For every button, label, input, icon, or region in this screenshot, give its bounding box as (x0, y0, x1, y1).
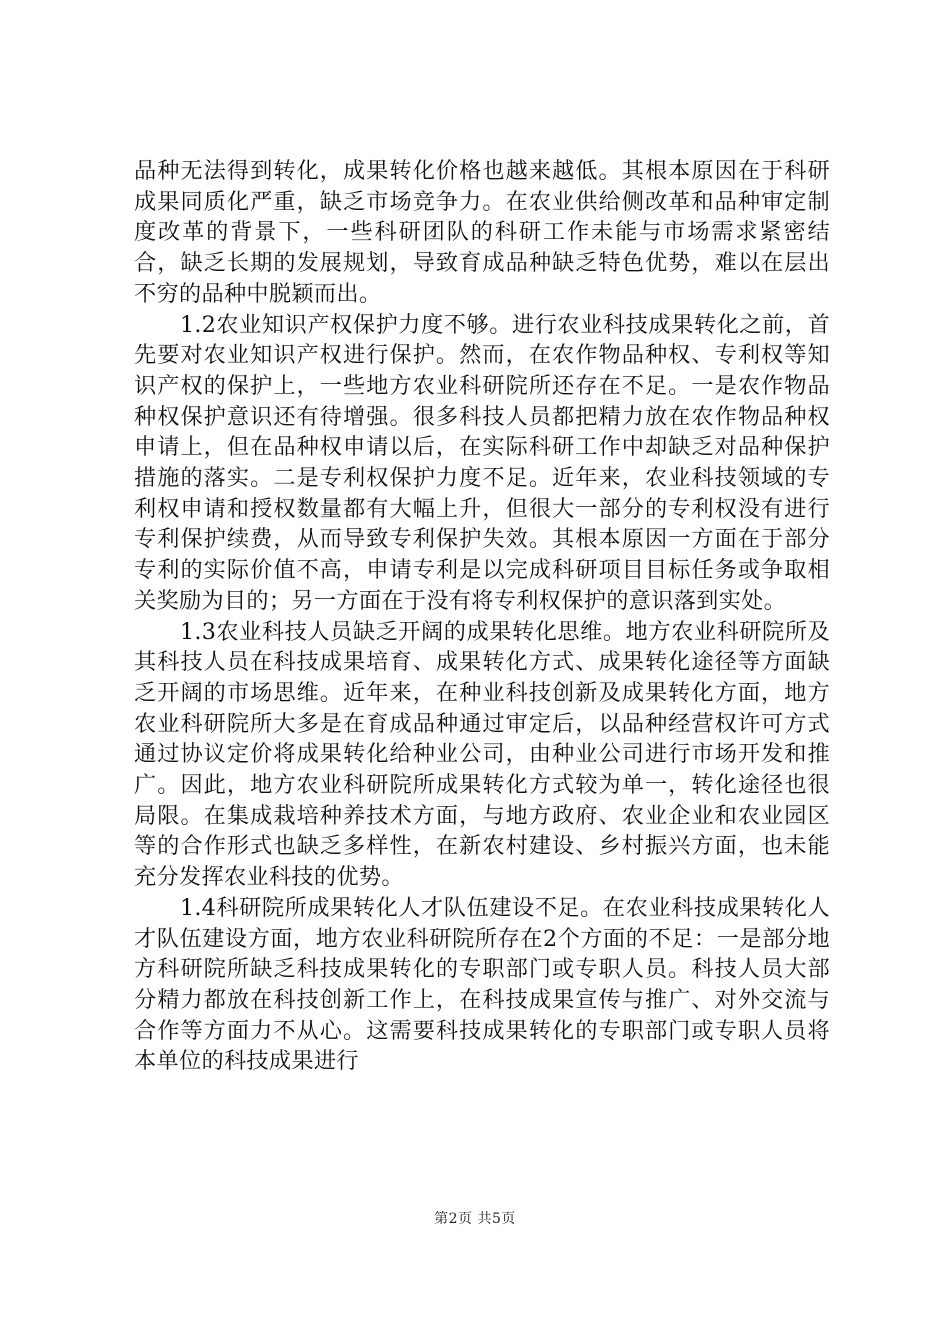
paragraph-3: 1.3农业科技人员缺乏开阔的成果转化思维。地方农业科研院所及其科技人员在科技成果培育、成果转化方式、成果转化途径等方面缺乏开阔的市场思维。近年来，在种业科技创新及成果转化方面，地方农业科研院所大多是在育成品种通过审定后，以品种经营权许可方式通过协议定价将成果转化给种业公司，由种业公司进行市场开发和推广。因此，地方农业科研院所成果转化方式较为单一，转化途径也很局限。在集成栽培种养技术方面，与地方政府、农业企业和农业园区等的合作形式也缺乏多样性，在新农村建设、乡村振兴方面，也未能充分发挥农业科技的优势。 (134, 618, 830, 891)
body-text (134, 156, 830, 1077)
paragraph-4: 1.4科研院所成果转化人才队伍建设不足。在农业科技成果转化人才队伍建设方面，地方农业科研院所存在2个方面的不足：一是部分地方科研院所缺乏科技成果转化的专职部门或专职人员。科技人员大部分精力都放在科技创新工作上，在科技成果宣传与推广、对外交流与合作等方面力不从心。这需要科技成果转化的专职部门或专职人员将本单位的科技成果进行 (134, 894, 830, 1075)
page-footer: 第2页 共5页 (434, 1211, 516, 1227)
paragraph-2: 1.2农业知识产权保护力度不够。进行农业科技成果转化之前，首先要对农业知识产权进行保护。然而，在农作物品种权、专利权等知识产权的保护上，一些地方农业科研院所还存在不足。一是农作物品种权保护意识还有待增强。很多科技人员都把精力放在农作物品种权申请上，但在品种权申请以后，在实际科研工作中却缺乏对品种保护措施的落实。二是专利权保护力度不足。近年来，农业科技领域的专利权申请和授权数量都有大幅上升，但很大一部分的专利权没有进行专利保护续费，从而导致专利保护失效。其根本原因一方面在于部分专利的实际价值不高，申请专利是以完成科研项目目标任务或争取相关奖励为目的；另一方面在于没有将专利权保护的意识落到实处。 (134, 311, 830, 614)
paragraph-1: 品种无法得到转化，成果转化价格也越来越低。其根本原因在于科研成果同质化严重，缺乏市场竞争力。在农业供给侧改革和品种审定制度改革的背景下，一些科研团队的科研工作未能与市场需求紧密结合，缺乏长期的发展规划，导致育成品种缺乏特色优势，难以在层出不穷的品种中脱颖而出。 (134, 158, 830, 307)
